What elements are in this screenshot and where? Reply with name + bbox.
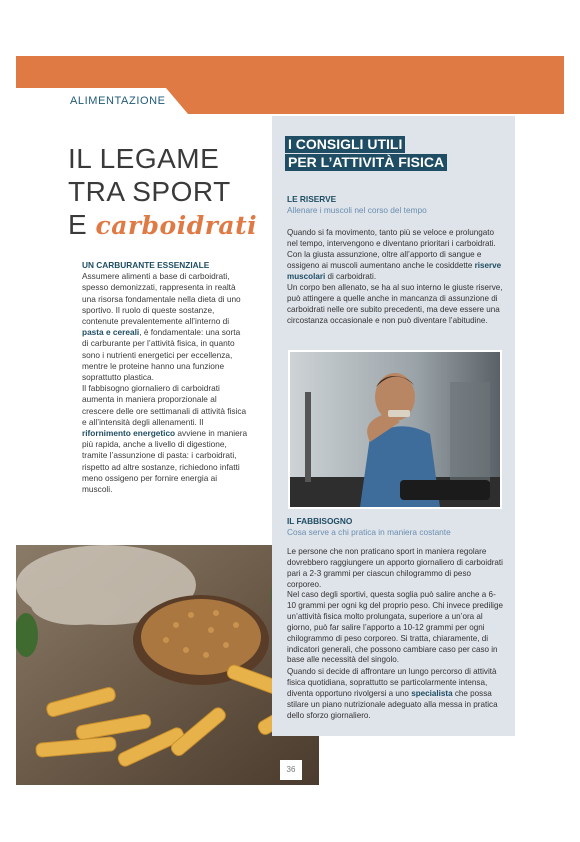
- intro-subtitle: UN CARBURANTE ESSENZIALE: [82, 260, 210, 270]
- panel-title-line-2: PER L’ATTIVITÀ FISICA: [285, 154, 447, 171]
- section-label: ALIMENTAZIONE: [70, 95, 166, 107]
- intro-paragraph-2: [82, 383, 248, 495]
- s1-p1-bold: riserve muscolari: [287, 260, 502, 281]
- section-2-paragraph-3: [287, 667, 503, 722]
- intro-column: [82, 260, 248, 495]
- page-number: 36: [280, 760, 302, 780]
- p2-text-a: Il fabbisogno giornaliero di carboidrati aumenta in maniera proporzionale al crescere delle ore settimanali di attività fisica e all’intensità degli allenamenti. Il: [82, 383, 247, 427]
- section-1-subheading: Allenare i muscoli nel corso del tempo: [287, 205, 427, 215]
- panel-title-line-1: I CONSIGLI UTILI: [285, 136, 405, 153]
- title-line-1: IL LEGAME: [68, 143, 220, 174]
- section-1-heading: LE RISERVE: [287, 194, 337, 204]
- title-accent: carboidrati: [95, 211, 258, 240]
- title-line-3: [68, 208, 257, 242]
- title-prefix: E: [68, 209, 96, 240]
- panel-title: [285, 136, 447, 172]
- p1-text-a: Assumere alimenti a base di carboidrati, spesso demonizzati, rappresenta in realtà una risorsa fondamentale nella dieta di uno sportivo. Il ruolo di queste sostanze, contenute prevalentemente all’interno di: [82, 271, 241, 327]
- title-line-2: TRA SPORT: [68, 176, 231, 207]
- section-2-paragraph-2: Nel caso degli sportivi, questa soglia può salire anche a 6-10 grammi per ogni kg del proprio peso. Chi invece predilige un’attività fisica molto prolungata, superiore a un’ora al giorno, può far salire l’apporto a 10-12 grammi per ogni chilogrammo di peso corporeo. Si tratta, chiaramente, di indicatori generali, che possono cambiare caso per caso in base alle necessità del singolo.: [287, 590, 503, 665]
- p2-text-c: avviene in maniera più rapida, anche a livello di digestione, tramite l’assunzione di pasta: i carboidrati, rispetto ad altre sostanze, richiedono infatti meno ossigeno per fornire energia ai muscoli.: [82, 428, 248, 495]
- intro-paragraph-1: [82, 271, 248, 383]
- s2-p3-text-c: che possa stilare un piano nutrizionale adeguato alla messa in pratica dello sforzo giornaliero.: [287, 688, 498, 720]
- p1-text-c: , è fondamentale: una sorta di carburante per l’attività fisica, in quanto sono i nutrienti energetici per eccellenza, mentre le proteine hanno una funzione soprattutto plastica.: [82, 327, 241, 383]
- article-title: [68, 142, 257, 242]
- section-2-paragraph-1: Le persone che non praticano sport in maniera regolare dovrebbero raggiungere un apporto giornaliero di carboidrati pari a 2-3 grammi per ciascun chilogrammo di peso corporeo.: [287, 547, 503, 589]
- p1-bold: pasta e cereali: [82, 327, 140, 338]
- s2-p3-bold: specialista: [411, 688, 453, 698]
- section-1-paragraph-1: [287, 228, 503, 283]
- section-1-paragraph-2: Un corpo ben allenato, se ha al suo interno le giuste riserve, può attingere a quelle anche in mancanza di assunzione di carboidrati nelle ore subito precedenti, ma deve essere una circostanza occasionale e non può diventare l’abitudine.: [287, 283, 503, 325]
- s1-p1-text: Quando si fa movimento, tanto più se veloce e prolungato nel tempo, intervengono e diventano prioritari i carboidrati. Con la giusta assunzione, oltre all’apporto di sangue e ossigeno ai muscoli aumentano anche le cosiddette: [287, 228, 496, 270]
- s2-p3-text-a: Quando si decide di affrontare un lungo percorso di attività fisica quotidiana, soprattutto se particolarmente intensa, diventa opportuno rivolgersi a uno: [287, 667, 497, 698]
- section-2-subheading: Cosa serve a chi pratica in maniera costante: [287, 527, 451, 537]
- p2-bold: rifornimento energetico: [82, 428, 176, 439]
- section-2-heading: IL FABBISOGNO: [287, 516, 353, 526]
- s1-p1-end: di carboidrati.: [325, 271, 377, 281]
- athlete-photo: [288, 350, 502, 509]
